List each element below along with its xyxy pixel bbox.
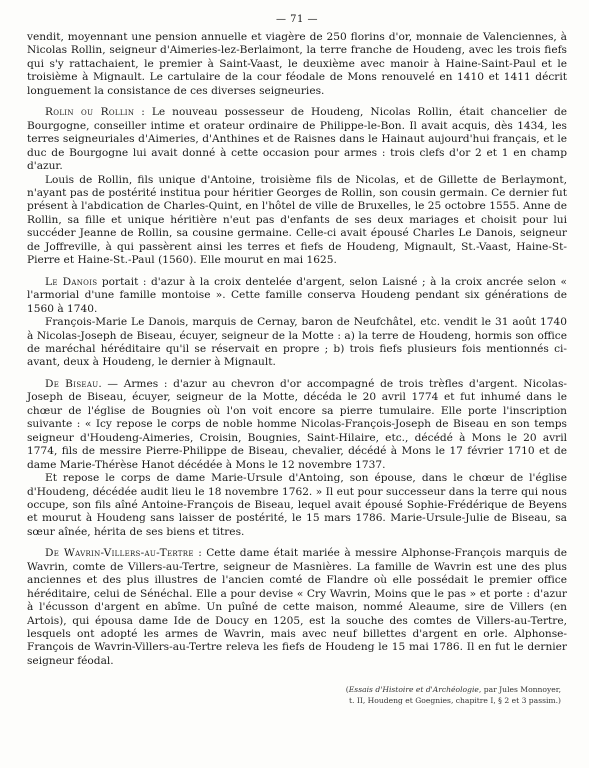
section-heading-de-wavrin: De Wavrin-Villers-au-Tertre [45,547,194,560]
paragraph-de-biseau-text: . — Armes : d'azur au chevron d'or accompagné de trois trèfles d'argent. Nicolas-Joseph de Biseau, écuyer, seigneur de la Motte, décéda le 20 avril 1774 et fut inhumé dans le chœur de l'église de Bougnies où l'on voit encore sa pierre tumulaire. Elle porte l'inscription suivante : « Icy repose le corps de noble homme Nicolas-François-Joseph de Biseau en son temps seigneur d'Houdeng-Aimeries, Croisin, Bougnies, Saint-Hilaire, etc., décédé à Mons le 20 avril 1774, fils de messire Pierre-Philippe de Biseau, chevalier, décédé à Mons le 17 février 1710 et de dame Marie-Thérèse Hanot décédée à Mons le 12 novembre 1737. [27,377,567,471]
paragraph-de-biseau [27,378,567,472]
paragraph-francois-marie: François-Marie Le Danois, marquis de Cernay, baron de Neufchâtel, etc. vendit le 31 août 1740 à Nicolas-Joseph de Biseau, écuyer, seigneur de la Motte : a) la terre de Houdeng, hormis son office de maréchal héréditaire qu'il se réservait en propre ; b) trois fiefs plusieurs fois mentionnés ci-avant, deux à Houdeng, le dernier à Mignault. [27,316,567,369]
source-title: Essais d'Histoire et d'Archéologie [348,685,479,695]
source-reference: t. II, Houdeng et Goegnies, chapitre I, § 2 et 3 passim.) [348,696,561,706]
source-citation: (Essais d'Histoire et d'Archéologie, par Jules Monnoyer, t. II, Houdeng et Goegnies, chapitre I, § 2 et 3 passim.) [345,685,561,706]
paragraph-le-danois [27,276,567,316]
section-heading-de-biseau: De Biseau [45,377,99,390]
section-heading-le-danois: Le Danois [45,275,98,288]
paragraph-de-wavrin [27,547,567,668]
paragraph-rollin-text: : Le nouveau possesseur de Houdeng, Nicolas Rollin, était chancelier de Bourgogne, conseiller intime et orateur ordinaire de Philippe-le-Bon. Il avait acquis, dès 1434, les terres seigneuriales d'Aimeries, d'Anthines et de Raisnes dans le Hainaut aujourd'hui français, et le duc de Bourgogne lui avait donné à cette occasion pour armes : trois clefs d'or 2 et 1 en champ d'azur. [27,106,567,173]
paragraph-louis-de-rollin: Louis de Rollin, fils unique d'Antoine, troisième fils de Nicolas, et de Gillette de Berlaymont, n'ayant pas de postérité institua pour héritier Georges de Rollin, son cousin germain. Ce dernier fut présent à l'abdication de Charles-Quint, en l'hôtel de ville de Bruxelles, le 25 octobre 1555. Anne de Rollin, sa fille et unique héritière n'eut pas d'enfants de ses deux mariages et choisit pour lui succéder Jeanne de Rollin, sa cousine germaine. Celle-ci avait épousé Charles Le Danois, seigneur de Joffreville, à qui passèrent ainsi les terres et fiefs de Houdeng, Mignault, St.-Vaast, Haine-St-Pierre et Haine-St.-Paul (1560). Elle mourut en mai 1625. [27,173,567,267]
paragraph-sale-to-rollin: vendit, moyennant une pension annuelle et viagère de 250 florins d'or, monnaie de Valenciennes, à Nicolas Rollin, seigneur d'Aimeries-lez-Berlaimont, la terre franche de Houdeng, avec les trois fiefs qui s'y rattachaient, le premier à Saint-Vaast, le deuxième avec manoir à Haine-Saint-Paul et le troisième à Mignault. Le cartulaire de la cour féodale de Mons renouvelé en 1410 et 1411 décrit longuement la consistance de ces diverses seigneuries. [27,31,567,97]
section-heading-rollin: Rolin ou Rollin [45,106,135,119]
paragraph-marie-ursule: Et repose le corps de dame Marie-Ursule d'Antoing, son épouse, dans le chœur de l'église d'Houdeng, décédée audit lieu le 18 novembre 1762. » Il eut pour successeur dans la terre qui nous occupe, son fils aîné Antoine-François de Biseau, lequel avait épousé Sophie-Frédérique de Beyens et mourut à Houdeng sans laisser de postérité, le 15 mars 1786. Marie-Ursule-Julie de Biseau, sa sœur aînée, hérita de ses biens et titres. [27,472,567,538]
page-number: — 71 — [275,14,319,25]
source-author: , par Jules Monnoyer, [478,685,561,695]
paragraph-le-danois-text: portait : d'azur à la croix dentelée d'argent, selon Laisné ; à la croix ancrée selon « l'armorial d'une famille montoise ». Cette famille conserva Houdeng pendant six générations de 1560 à 1740. [27,275,567,315]
paragraph-rollin [27,106,567,173]
paragraph-de-wavrin-text: : Cette dame était mariée à messire Alphonse-François marquis de Wavrin, comte de Villers-au-Tertre, seigneur de Masnières. La famille de Wavrin est une des plus anciennes et des plus illustres de l'ancien comté de Flandre où elle possédait le premier office héréditaire, celui de Sénéchal. Elle a pour devise « Cry Wavrin, Moins que le pas » et porte : d'azur à l'écusson d'argent en abîme. Un puîné de cette maison, nommé Aleaume, sire de Villers (en Artois), qui épousa dame Ide de Doucy en 1205, est la souche des comtes de Villers-au-Tertre, lesquels ont adopté les armes de Wavrin, mais avec neuf billettes d'argent en orle. Alphonse-François de Wavrin-Villers-au-Tertre releva les fiefs de Houdeng le 15 mai 1786. Il en fut le dernier seigneur féodal. [27,547,568,667]
